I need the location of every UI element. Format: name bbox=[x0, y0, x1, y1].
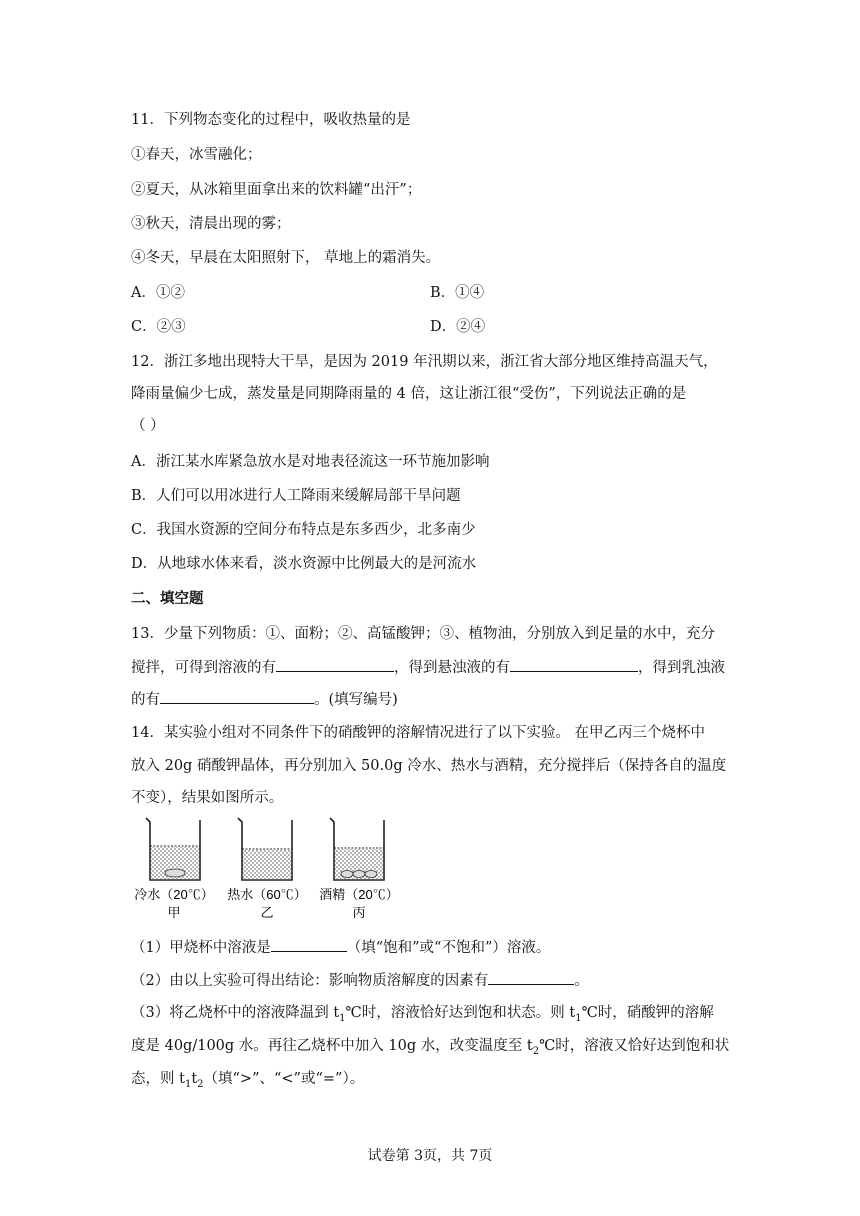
q14-stem-2: 放入 20g 硝酸钾晶体，再分别加入 50.0g 冷水、热水与酒精，充分搅拌后（保持各自的温度 bbox=[131, 758, 727, 774]
q11-item-1: ①春天，冰雪融化； bbox=[131, 147, 262, 163]
q12-option-c: C．我国水资源的空间分布特点是东多西少，北多南少 bbox=[131, 522, 476, 538]
q11-item-4: ④冬天，早晨在太阳照射下， 草地上的霜消失。 bbox=[131, 250, 441, 266]
q13-blank-solution[interactable] bbox=[276, 657, 394, 672]
q14-stem-3: 不变），结果如图所示。 bbox=[131, 790, 284, 806]
q11-stem: 11．下列物态变化的过程中，吸收热量的是 bbox=[131, 112, 411, 128]
beaker-jia-label: 冷水（20℃） bbox=[134, 887, 214, 902]
q11-option-c: C．②③ bbox=[131, 319, 186, 335]
beaker-bing bbox=[330, 818, 384, 880]
q14-blank-2[interactable] bbox=[488, 970, 574, 985]
beaker-yi-label: 热水（60℃） bbox=[227, 887, 307, 902]
q12-option-d: D．从地球水体来看，淡水资源中比例最大的是河流水 bbox=[131, 556, 477, 572]
beaker-bing-name: 丙 bbox=[352, 905, 366, 920]
beaker-yi bbox=[238, 818, 292, 880]
q12-stem-2: 降雨量偏少七成，蒸发量是同期降雨量的 4 倍，这让浙江很“受伤”，下列说法正确的是 bbox=[131, 386, 687, 402]
q13-line-2: 搅拌，可得到溶液的有 ，得到悬浊液的有 ，得到乳浊液 bbox=[131, 657, 725, 678]
beakers-figure bbox=[134, 812, 414, 928]
q12-option-a: A．浙江某水库紧急放水是对地表径流这一环节施加影响 bbox=[131, 454, 490, 470]
q11-option-a: A．①② bbox=[131, 285, 185, 301]
page-footer: 试卷第 3页，共 7页 bbox=[367, 1148, 493, 1164]
q11-option-b: B．①④ bbox=[430, 285, 485, 301]
q13-blank-emulsion[interactable] bbox=[160, 689, 314, 704]
section-title: 二、填空题 bbox=[131, 590, 204, 607]
q12-stem-3: （ ） bbox=[131, 418, 165, 434]
q12-stem-1: 12．浙江多地出现特大干旱，是因为 2019 年汛期以来，浙江省大部分地区维持高温天气， bbox=[131, 354, 718, 370]
beaker-jia-name: 甲 bbox=[167, 905, 181, 920]
q13-blank-suspension[interactable] bbox=[510, 657, 638, 672]
beaker-yi-name: 乙 bbox=[260, 905, 274, 920]
q11-item-3: ③秋天，清晨出现的雾； bbox=[131, 216, 291, 232]
beaker-bing-label: 酒精（20℃） bbox=[319, 887, 399, 902]
q11-option-d: D．②④ bbox=[430, 319, 486, 335]
q14-part-2: （2）由以上实验可得出结论：影响物质溶解度的因素有 。 bbox=[131, 970, 589, 991]
q14-part-3-line-2: 度是 40g/100g 水。再往乙烧杯中加入 10g 水，改变温度至 $t_2℃$时，溶液又恰好达到饱和状 bbox=[131, 1038, 730, 1057]
q14-part-1: （1）甲烧杯中溶液是 （填“饱和”或“不饱和”）溶液。 bbox=[131, 937, 550, 958]
q11-item-2: ②夏天，从冰箱里面拿出来的饮料罐“出汗”； bbox=[131, 182, 422, 198]
q13-line-1: 13．少量下列物质：①、面粉；②、高锰酸钾；③、植物油，分别放入到足量的水中，充分 bbox=[131, 626, 715, 642]
beaker-jia bbox=[146, 818, 200, 880]
q12-option-b: B．人们可以用冰进行人工降雨来缓解局部干旱问题 bbox=[131, 488, 461, 504]
q14-part-3-line-3: 态，则 $t_1t_2$（填“>”、“<”或“=”）。 bbox=[131, 1071, 365, 1090]
q13-line-3: 的有 。(填写编号) bbox=[131, 689, 398, 710]
q14-stem-1: 14．某实验小组对不同条件下的硝酸钾的溶解情况进行了以下实验。 在甲乙丙三个烧杯中 bbox=[131, 725, 706, 741]
q14-part-3-line-1: （3）将乙烧杯中的溶液降温到 $t_1℃$时，溶液恰好达到饱和状态。则 $t_1℃$时，硝酸钾的溶解 bbox=[131, 1005, 714, 1024]
q14-blank-1[interactable] bbox=[271, 937, 347, 952]
